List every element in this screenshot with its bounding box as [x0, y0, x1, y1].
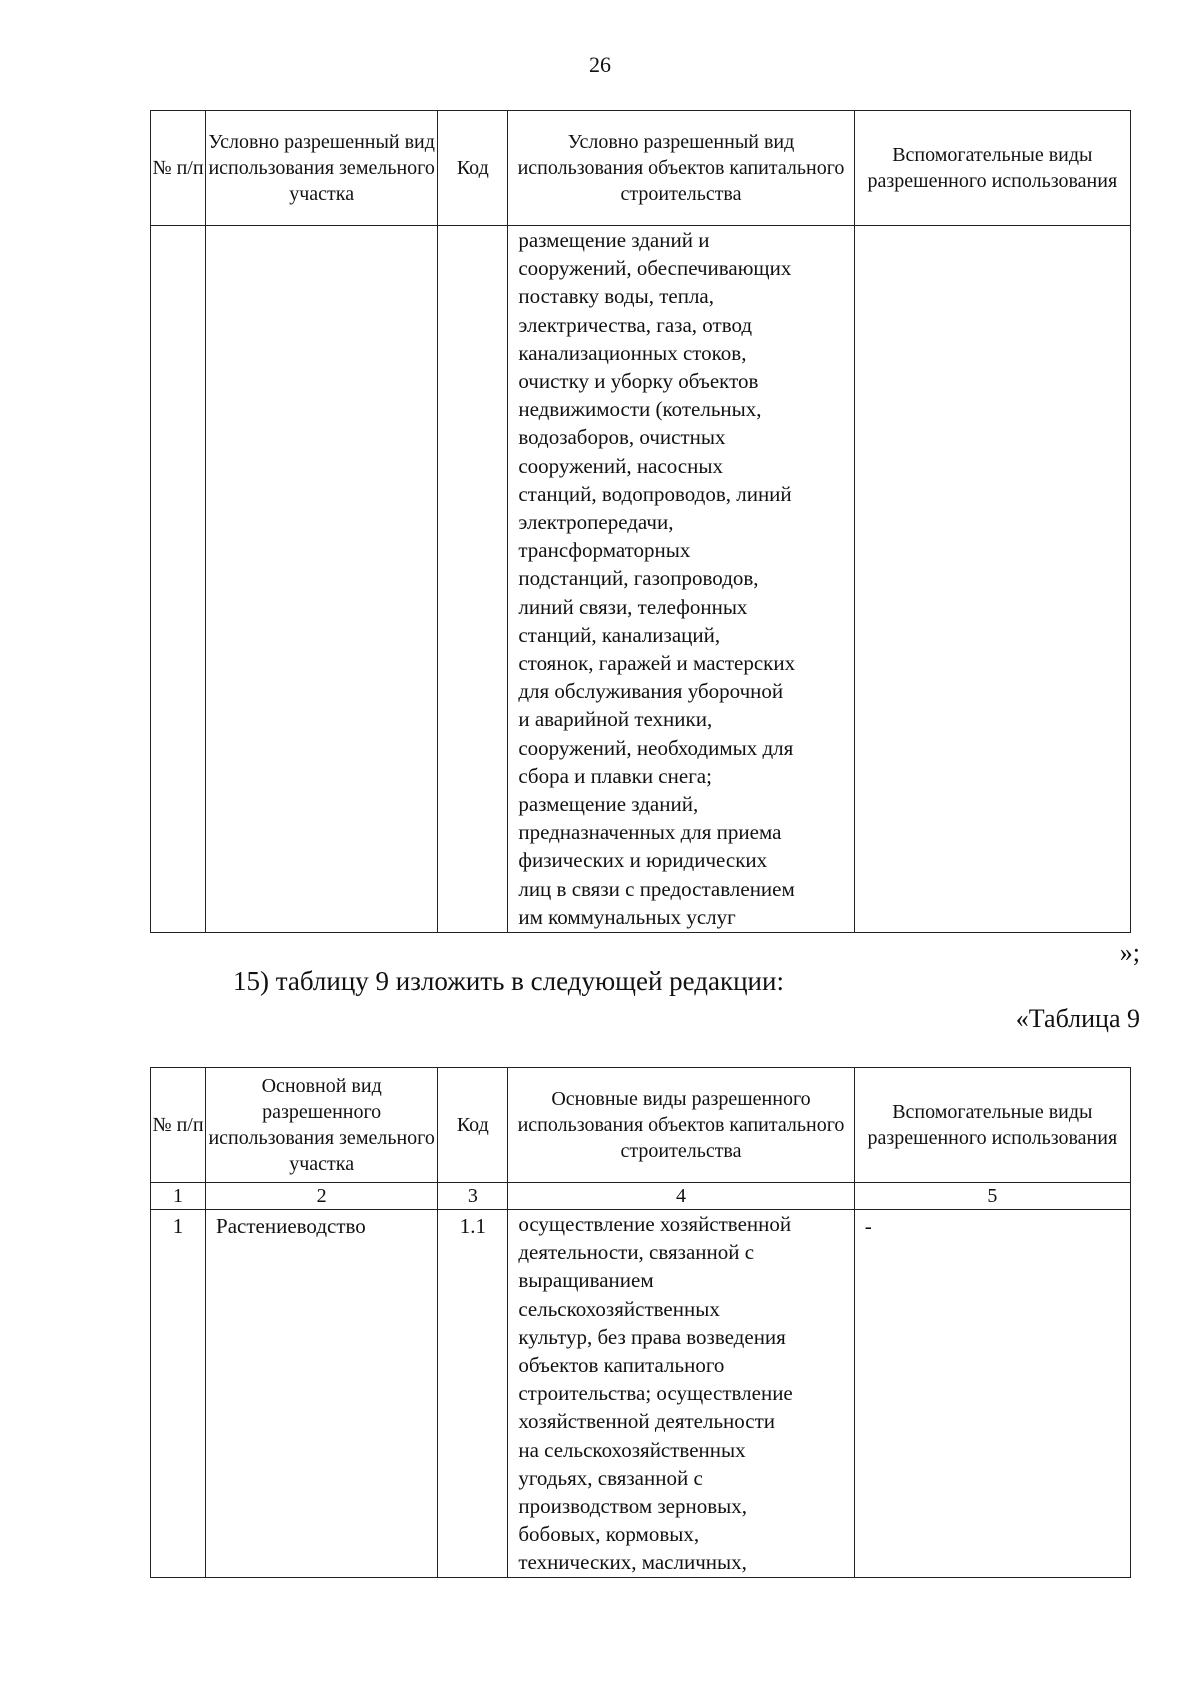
text-line: хозяйственной деятельности [518, 1409, 776, 1434]
cell-objects-use [508, 1210, 854, 1578]
cell-objects-use [508, 226, 854, 933]
text-line: производством зерновых, [518, 1494, 748, 1519]
text-line: культур, без права возведения [518, 1324, 786, 1349]
text-line: угодьях, связанной с [518, 1465, 703, 1490]
text-line: лиц в связи с предоставлением [518, 876, 795, 901]
table-row [151, 226, 1131, 933]
text-line: на сельскохозяйственных [518, 1437, 746, 1462]
closing-quote: »; [1119, 938, 1140, 967]
text-line: технических, масличных, [518, 1550, 747, 1575]
header-auxiliary: Вспомогательные виды разрешенного использования [854, 1068, 1130, 1183]
objects-use-lines [508, 1210, 853, 1577]
text-line: объектов капитального [518, 1353, 725, 1378]
header-auxiliary: Вспомогательные виды разрешенного использования [854, 111, 1130, 226]
text-line: сельскохозяйственных [518, 1296, 720, 1321]
text-line: электричества, газа, отвод [518, 312, 753, 337]
text-line: водозаборов, очистных [518, 425, 726, 450]
text-line: физических и юридических [518, 848, 768, 873]
text-line: трансформаторных [518, 538, 691, 563]
cell-number: 1 [151, 1210, 206, 1578]
header-number: № п/п [151, 1068, 206, 1183]
text-line: линий связи, телефонных [518, 594, 748, 619]
text-line: деятельности, связанной с [518, 1240, 755, 1265]
text-line: и аварийной техники, [518, 707, 713, 732]
text-line: строительства; осуществление [518, 1381, 793, 1406]
table-header-row [151, 111, 1131, 226]
text-line: очистку и уборку объектов [518, 369, 759, 394]
text-line: стоянок, гаражей и мастерских [518, 651, 796, 676]
cell-auxiliary [854, 226, 1130, 933]
cell-code: 1.1 [438, 1210, 508, 1578]
table-header-row [151, 1068, 1131, 1183]
text-line: электропередачи, [518, 510, 674, 535]
text-line: размещение зданий и [518, 228, 710, 252]
text-line: станций, водопроводов, линий [518, 481, 792, 506]
column-number: 2 [206, 1183, 438, 1210]
header-code: Код [438, 111, 508, 226]
column-number: 1 [151, 1183, 206, 1210]
table-8-continuation [150, 110, 1131, 933]
cell-code [438, 226, 508, 933]
text-line: недвижимости (котельных, [518, 397, 762, 422]
text-line: сооружений, обеспечивающих [518, 256, 792, 281]
text-line: бобовых, кормовых, [518, 1522, 700, 1547]
cell-land-use [206, 226, 438, 933]
header-objects-use: Условно разрешенный вид использования объектов капитального строительства [508, 111, 854, 226]
header-number: № п/п [151, 111, 206, 226]
text-line: осуществление хозяйственной [518, 1212, 792, 1236]
text-line: подстанций, газопроводов, [518, 566, 759, 591]
column-number: 4 [508, 1183, 854, 1210]
page-number: 26 [589, 52, 611, 77]
text-line: канализационных стоков, [518, 340, 747, 365]
column-number: 5 [854, 1183, 1130, 1210]
column-number: 3 [438, 1183, 508, 1210]
text-line: сооружений, насосных [518, 453, 723, 478]
header-objects-use: Основные виды разрешенного использования объектов капитального строительства [508, 1068, 854, 1183]
header-land-use: Основной вид разрешенного использования земельного участка [206, 1068, 438, 1183]
table-row [151, 1210, 1131, 1578]
objects-use-lines [508, 226, 853, 931]
table-caption: «Таблица 9 [1015, 1004, 1140, 1033]
text-line: сбора и плавки снега; [518, 763, 712, 788]
text-line: предназначенных для приема [518, 820, 782, 845]
amendment-instruction: 15) таблицу 9 изложить в следующей редакции: [233, 966, 784, 996]
text-line: им коммунальных услуг [518, 904, 736, 929]
header-land-use: Условно разрешенный вид использования земельного участка [206, 111, 438, 226]
text-line: поставку воды, тепла, [518, 284, 714, 309]
text-line: для обслуживания уборочной [518, 679, 784, 704]
text-line: размещение зданий, [518, 792, 699, 817]
cell-number [151, 226, 206, 933]
header-code: Код [438, 1068, 508, 1183]
text-line: сооружений, необходимых для [518, 735, 794, 760]
column-number-row [151, 1183, 1131, 1210]
cell-land-use: Растениеводство [206, 1210, 438, 1578]
table-9 [150, 1067, 1131, 1578]
text-line: выращиванием [518, 1268, 654, 1293]
text-line: станций, канализаций, [518, 622, 721, 647]
cell-auxiliary: - [854, 1210, 1130, 1578]
